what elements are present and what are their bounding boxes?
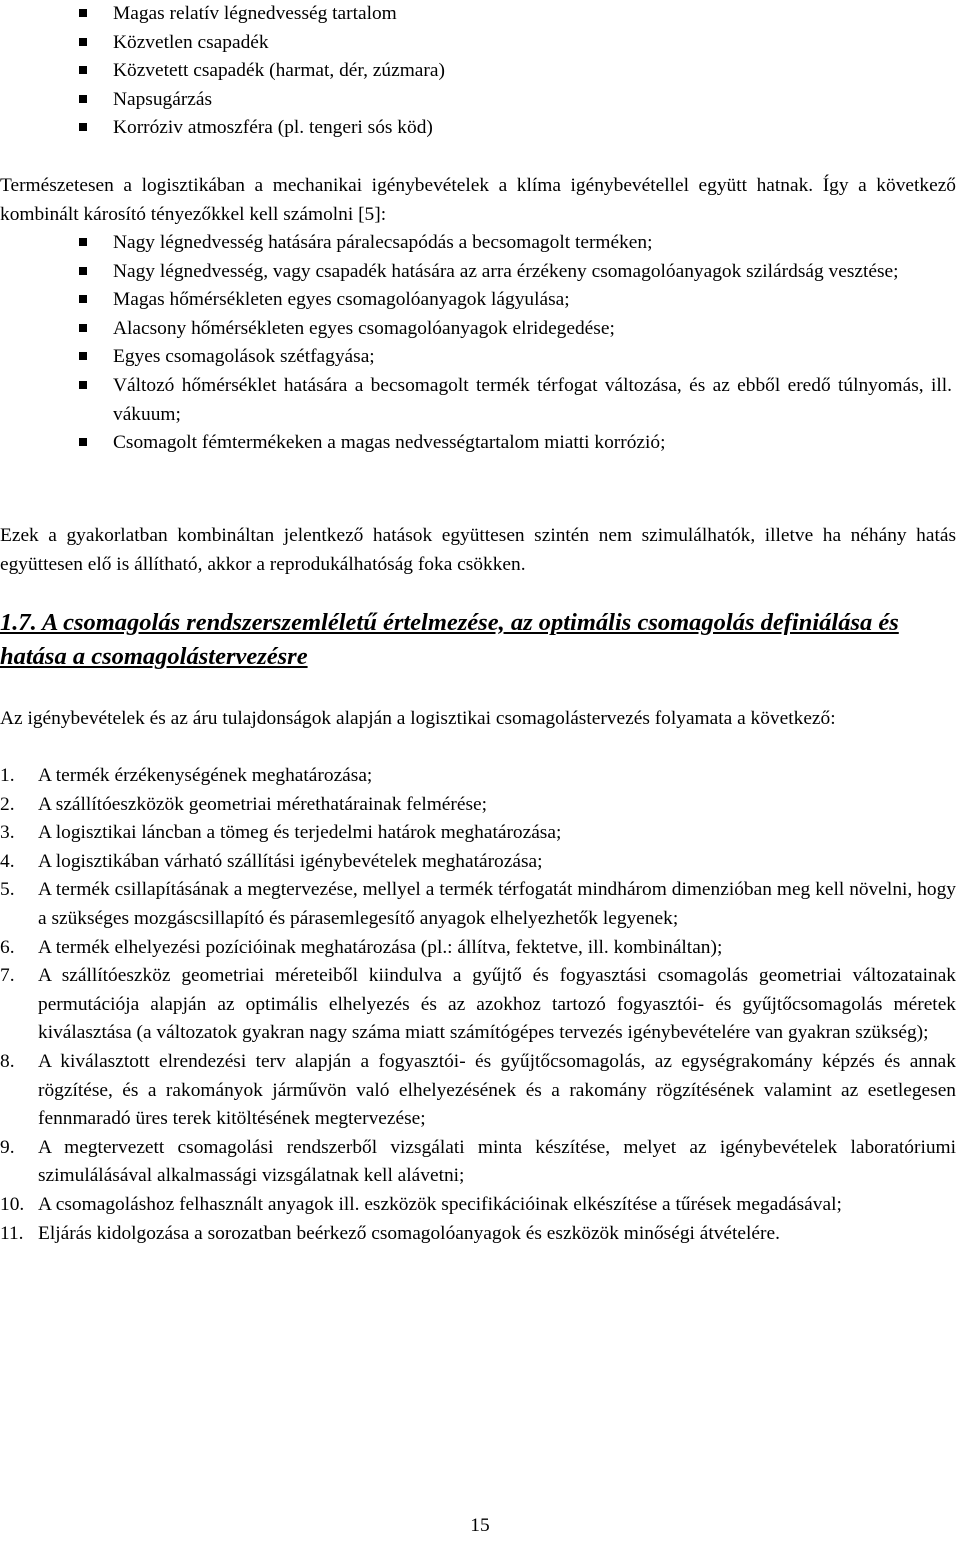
list-item: Közvetlen csapadék — [0, 29, 956, 58]
list-item: 10. A csomagoláshoz felhasznált anyagok ill. eszközök specifikációinak elkészítése a tűrések megadásával; — [0, 1193, 842, 1215]
list-item: Alacsony hőmérsékleten egyes csomagolóanyagok elridegedése; — [0, 315, 956, 344]
list-item: 8. A kiválasztott elrendezési terv alapján a fogyasztói- és gyűjtőcsomagolás, az egységrakomány képzés és annak rögzítése, és a rakományok járművön való elhelyezésének és a rakomány rögzítésének valamint az esetlegesen fennmaradó üres terek kitöltésének megtervezése; — [0, 1050, 956, 1130]
square-bullet-icon — [79, 267, 87, 275]
square-bullet-icon — [79, 38, 87, 46]
square-bullet-icon — [79, 324, 87, 332]
list-item: Napsugárzás — [0, 86, 956, 115]
design-steps-list — [0, 762, 956, 1248]
list-item: Korróziv atmoszféra (pl. tengeri sós köd) — [0, 114, 956, 143]
list-item: Egyes csomagolások szétfagyása; — [0, 343, 956, 372]
climate-factors-list — [0, 0, 956, 143]
list-item: Közvetett csapadék (harmat, dér, zúzmara) — [0, 57, 956, 86]
effects-paragraph: Ezek a gyakorlatban kombináltan jelentkező hatások együttesen szintén nem szimulálhatók, illetve ha néhány hatás együttesen elő is állítható, akkor a reprodukálhatóság foka csökken. — [0, 525, 956, 575]
square-bullet-icon — [79, 295, 87, 303]
list-item: 1. A termék érzékenységének meghatározása; — [0, 765, 373, 786]
square-bullet-icon — [79, 9, 87, 17]
process-paragraph: Az igénybevételek és az áru tulajdonságok alapján a logisztikai csomagolástervezés folyamata a következő: — [0, 708, 836, 729]
square-bullet-icon — [79, 66, 87, 74]
square-bullet-icon — [79, 238, 87, 246]
list-item: 5. A termék csillapításának a megtervezése, mellyel a termék térfogatát mindhárom dimenzióban meg kell növelni, hogy a szükséges mozgáscsillapító és párasemlegesítő anyagok elhelyezhetők legyenek; — [0, 879, 956, 929]
list-item: 9. A megtervezett csomagolási rendszerből vizsgálati minta készítése, melyet az igénybevételek laboratóriumi szimulálásával alkalmassági vizsgálatnak kell alávetni; — [0, 1136, 956, 1187]
square-bullet-icon — [79, 438, 87, 446]
list-item: 2. A szállítóeszközök geometriai mérethatárainak felmérése; — [0, 793, 488, 815]
list-item: 7. A szállítóeszköz geometriai méreteiből kiindulva a gyűjtő és fogyasztási csomagolás geometriai változatainak permutációja alapján az optimális elhelyezés és az azokhoz tartozó fogyasztói- és gyűjtőcsomagolás méretek kiválasztása (a változatok gyakran nagy száma miatt számítógépes tervezés igénybevételére van gyakran szükség); — [0, 965, 956, 1044]
list-item: 4. A logisztikában várható szállítási igénybevételek meghatározása; — [0, 850, 543, 872]
square-bullet-icon — [79, 352, 87, 360]
combined-factors-list — [0, 229, 956, 458]
list-item: Magas relatív légnedvesség tartalom — [0, 0, 956, 29]
square-bullet-icon — [79, 123, 87, 131]
intro-paragraph: Természetesen a logisztikában a mechanikai igénybevételek a klíma igénybevétellel együtt hatnak. Így a következő kombinált károsító tényezőkkel kell számolni [5]: — [0, 175, 956, 225]
list-item: Nagy légnedvesség, vagy csapadék hatására az arra érzékeny csomagolóanyagok szilárdság vesztése; — [0, 258, 956, 287]
list-item: Nagy légnedvesség hatására páralecsapódás a becsomagolt terméken; — [0, 229, 956, 258]
list-item: Magas hőmérsékleten egyes csomagolóanyagok lágyulása; — [0, 286, 956, 315]
list-item: 11. Eljárás kidolgozása a sorozatban beérkező csomagolóanyagok és eszközök minőségi átvételére. — [0, 1222, 780, 1244]
section-heading: 1.7. A csomagolás rendszerszemléletű értelmezése, az optimális csomagolás definiálása és hatása a csomagolástervezésre — [0, 609, 899, 670]
square-bullet-icon — [79, 381, 87, 389]
list-item: 6. A termék elhelyezési pozícióinak meghatározása (pl.: állítva, fektetve, ill. kombináltan); — [0, 936, 723, 958]
square-bullet-icon — [79, 95, 87, 103]
page-number: 15 — [470, 1515, 490, 1536]
list-item: Csomagolt fémtermékeken a magas nedvességtartalom miatti korrózió; — [0, 429, 956, 458]
list-item: 3. A logisztikai láncban a tömeg és terjedelmi határok meghatározása; — [0, 822, 562, 844]
list-item: Változó hőmérséklet hatására a becsomagolt termék térfogat változása, és az ebből eredő túlnyomás, ill. vákuum; — [0, 372, 956, 429]
